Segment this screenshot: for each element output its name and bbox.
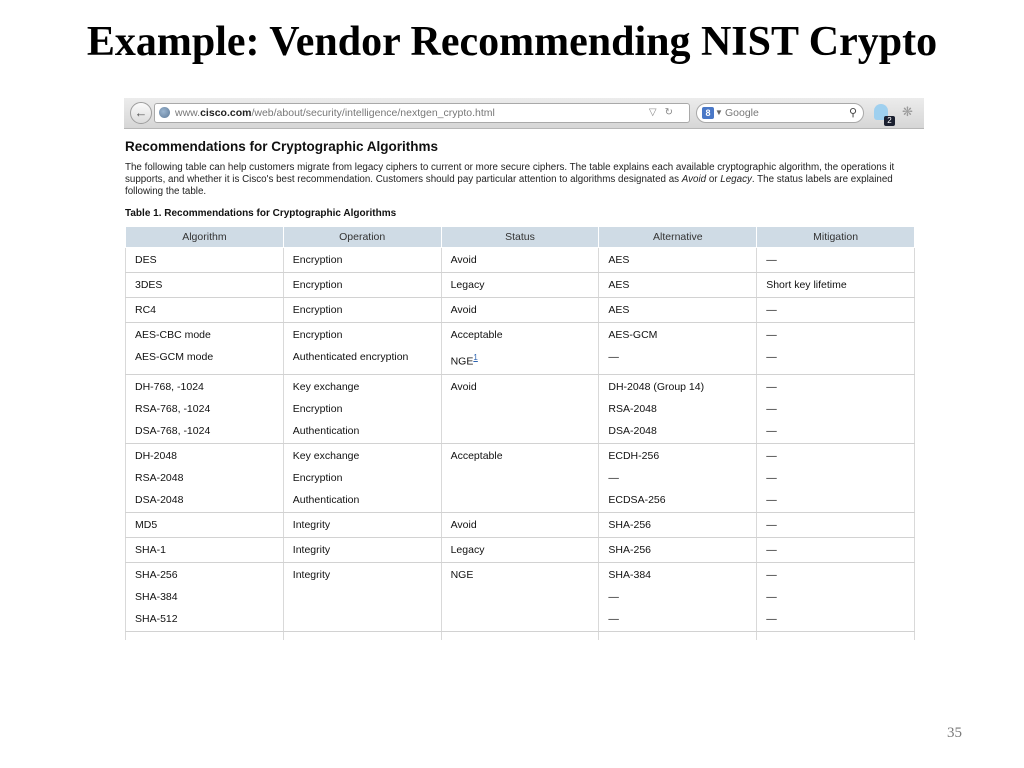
alternative-value xyxy=(608,613,756,625)
intro-after: . The status labels are explained following the table. xyxy=(125,174,893,197)
status-value xyxy=(451,569,599,581)
mitigation-value xyxy=(766,425,914,437)
operation-value xyxy=(293,425,441,437)
table-row xyxy=(126,562,915,631)
operation-value xyxy=(293,304,441,316)
slide-title: Example: Vendor Recommending NIST Crypto xyxy=(86,19,938,65)
operation-text: Authentication xyxy=(292,493,360,506)
column-header: Operation xyxy=(283,227,441,248)
url-prefix: www. xyxy=(175,107,201,119)
operation-text: Integrity xyxy=(292,568,331,581)
status-cell xyxy=(441,562,599,631)
operation-text: Key exchange xyxy=(292,449,360,462)
alternative-cell xyxy=(599,512,757,537)
operation-value xyxy=(293,519,441,531)
operation-value xyxy=(293,329,441,351)
status-cell xyxy=(441,537,599,562)
alternative-text: AES-GCM xyxy=(608,329,658,341)
alternative-value xyxy=(608,494,756,506)
mitigation-value xyxy=(766,279,914,291)
mitigation-text: — xyxy=(766,329,777,341)
alternative-cell xyxy=(599,443,757,512)
intro-avoid: Avoid xyxy=(681,174,707,185)
alternative-value xyxy=(608,569,756,591)
alternative-text: RSA-2048 xyxy=(608,402,657,415)
extension-badge: 2 xyxy=(884,116,895,126)
mitigation-text: Short key lifetime xyxy=(766,279,847,291)
operation-text: Integrity xyxy=(292,518,331,531)
algorithm-value xyxy=(135,254,283,266)
operation-value xyxy=(293,381,441,403)
operation-text: Authenticated encryption xyxy=(292,351,409,363)
mitigation-value xyxy=(766,569,914,591)
reload-icon[interactable]: ↻ xyxy=(664,107,681,118)
browser-screenshot xyxy=(124,98,924,702)
empty-cell xyxy=(757,631,915,640)
intro-paragraph xyxy=(125,162,914,198)
browser-toolbar xyxy=(124,98,924,129)
operation-cell xyxy=(283,248,441,273)
table-row-partial xyxy=(126,631,915,640)
operation-text: Encryption xyxy=(292,304,343,316)
algorithm-text: AES-CBC mode xyxy=(135,329,211,341)
algorithm-value xyxy=(135,450,283,472)
algorithm-cell xyxy=(126,273,284,298)
alternative-cell xyxy=(599,323,757,375)
operation-cell xyxy=(283,298,441,323)
addon-icon[interactable]: ❋ xyxy=(902,104,913,119)
empty-cell xyxy=(441,631,599,640)
status-cell xyxy=(441,248,599,273)
algorithm-text: RSA-768, -1024 xyxy=(135,402,211,415)
algorithm-cell xyxy=(126,512,284,537)
mitigation-value xyxy=(766,519,914,531)
url-domain: cisco.com xyxy=(200,107,252,119)
mitigation-value xyxy=(766,254,914,266)
status-text: Acceptable xyxy=(450,449,503,462)
algorithm-text: MD5 xyxy=(135,518,158,531)
mitigation-text: — xyxy=(766,380,777,393)
status-value xyxy=(451,304,599,316)
algorithm-text: SHA-1 xyxy=(135,543,166,556)
table-header-row xyxy=(126,227,915,248)
back-arrow-icon[interactable]: ← xyxy=(130,102,152,124)
footnote-link[interactable]: 1 xyxy=(473,353,478,362)
algorithm-text: DH-768, -1024 xyxy=(135,380,204,393)
crypto-table xyxy=(125,226,915,640)
column-header: Algorithm xyxy=(126,227,284,248)
table-row xyxy=(126,323,915,375)
status-value xyxy=(451,329,599,351)
operation-value xyxy=(293,569,441,581)
status-text: Legacy xyxy=(450,279,485,291)
search-placeholder: Google xyxy=(725,107,759,119)
operation-value xyxy=(293,254,441,266)
status-text: NGE xyxy=(450,568,474,581)
operation-text: Encryption xyxy=(292,254,343,266)
mitigation-cell xyxy=(757,374,915,443)
intro-legacy: Legacy xyxy=(720,174,752,185)
algorithm-value xyxy=(135,569,283,591)
search-engine-caret-icon[interactable]: ▼ xyxy=(715,108,723,117)
intro-or: or xyxy=(706,174,721,185)
intro-text: The following table can help customers migrate from legacy ciphers to current or more secure ciphers. The table explains each available cryptographic algorithm, the operations it supports, and whether it is Cisco's best recommendation. Customers should pay particular attention to algorithms designated as xyxy=(125,162,895,185)
mitigation-value xyxy=(766,450,914,472)
globe-icon xyxy=(159,107,170,118)
mitigation-value xyxy=(766,381,914,403)
algorithm-text: RC4 xyxy=(135,304,157,316)
alternative-value xyxy=(608,519,756,531)
alternative-cell xyxy=(599,537,757,562)
status-cell xyxy=(441,512,599,537)
operation-value xyxy=(293,351,441,363)
status-cell xyxy=(441,323,599,375)
mitigation-text: — xyxy=(766,590,777,603)
alternative-value xyxy=(608,591,756,613)
alternative-cell xyxy=(599,248,757,273)
algorithm-cell xyxy=(126,323,284,375)
mitigation-text: — xyxy=(766,351,777,363)
slide-number: 35 xyxy=(947,725,962,741)
mitigation-text: — xyxy=(766,449,777,462)
mitigation-text: — xyxy=(766,568,777,581)
table-body xyxy=(126,248,915,640)
table-row xyxy=(126,443,915,512)
alternative-text: — xyxy=(608,612,619,625)
search-bar[interactable] xyxy=(696,103,864,123)
mitigation-cell xyxy=(757,248,915,273)
operation-cell xyxy=(283,443,441,512)
status-cell xyxy=(441,374,599,443)
mitigation-cell xyxy=(757,273,915,298)
algorithm-text: SHA-384 xyxy=(135,590,178,603)
status-value xyxy=(451,544,599,556)
operation-cell xyxy=(283,374,441,443)
algorithm-text: DSA-768, -1024 xyxy=(135,424,211,437)
mitigation-cell xyxy=(757,562,915,631)
alternative-cell xyxy=(599,273,757,298)
algorithm-value xyxy=(135,425,283,437)
alternative-value xyxy=(608,254,756,266)
table-row xyxy=(126,248,915,273)
algorithm-text: 3DES xyxy=(135,279,163,291)
algorithm-value xyxy=(135,591,283,613)
table-row xyxy=(126,537,915,562)
mitigation-value xyxy=(766,544,914,556)
dropdown-triangle-icon[interactable]: ▽ xyxy=(648,107,665,118)
status-value xyxy=(451,279,599,291)
operation-text: Authentication xyxy=(292,424,360,437)
status-text: NGE xyxy=(450,355,474,368)
operation-cell xyxy=(283,512,441,537)
mitigation-text: — xyxy=(766,612,777,625)
status-value xyxy=(451,254,599,266)
mitigation-value xyxy=(766,304,914,316)
algorithm-cell xyxy=(126,562,284,631)
alternative-text: AES xyxy=(608,279,630,291)
alternative-value xyxy=(608,351,756,363)
alternative-text: — xyxy=(608,351,619,363)
table-row xyxy=(126,273,915,298)
status-value xyxy=(451,381,599,393)
mitigation-value xyxy=(766,403,914,425)
algorithm-value xyxy=(135,544,283,556)
alternative-text: — xyxy=(608,471,619,484)
alternative-text: ECDH-256 xyxy=(608,449,660,462)
column-header: Status xyxy=(441,227,599,248)
algorithm-text: DSA-2048 xyxy=(135,493,184,506)
operation-cell xyxy=(283,537,441,562)
mitigation-text: — xyxy=(766,471,777,484)
status-cell xyxy=(441,298,599,323)
mitigation-value xyxy=(766,613,914,625)
algorithm-value xyxy=(135,351,283,363)
status-text: Avoid xyxy=(450,380,477,393)
mitigation-text: — xyxy=(766,543,777,556)
algorithm-text: DES xyxy=(135,254,157,266)
alternative-value xyxy=(608,329,756,351)
algorithm-value xyxy=(135,329,283,351)
status-text: Avoid xyxy=(450,254,477,266)
mitigation-text: — xyxy=(766,518,777,531)
magnifier-icon[interactable]: ⚲ xyxy=(848,107,857,119)
mitigation-value xyxy=(766,494,914,506)
status-cell xyxy=(441,443,599,512)
status-value xyxy=(451,351,599,368)
mitigation-cell xyxy=(757,323,915,375)
mitigation-value xyxy=(766,472,914,494)
mitigation-text: — xyxy=(766,493,777,506)
algorithm-value xyxy=(135,381,283,403)
status-text: Legacy xyxy=(450,543,485,556)
algorithm-cell xyxy=(126,537,284,562)
empty-cell xyxy=(283,631,441,640)
alternative-cell xyxy=(599,562,757,631)
alternative-text: SHA-256 xyxy=(608,543,651,556)
algorithm-value xyxy=(135,472,283,494)
operation-text: Encryption xyxy=(292,402,343,415)
url-path: /web/about/security/intelligence/nextgen_crypto.html xyxy=(251,107,495,119)
alternative-cell xyxy=(599,374,757,443)
alternative-value xyxy=(608,425,756,437)
algorithm-value xyxy=(135,304,283,316)
mitigation-value xyxy=(766,351,914,363)
alternative-value xyxy=(608,279,756,291)
alternative-value xyxy=(608,304,756,316)
empty-cell xyxy=(599,631,757,640)
table-caption: Table 1. Recommendations for Cryptographic Algorithms xyxy=(125,208,397,219)
status-text: Avoid xyxy=(450,518,477,531)
mitigation-cell xyxy=(757,512,915,537)
alternative-value xyxy=(608,403,756,425)
page-heading: Recommendations for Cryptographic Algorithms xyxy=(125,139,439,154)
column-header: Alternative xyxy=(599,227,757,248)
algorithm-text: DH-2048 xyxy=(135,449,178,462)
status-text: Avoid xyxy=(450,304,477,316)
alternative-text: DSA-2048 xyxy=(608,424,657,437)
status-value xyxy=(451,519,599,531)
table-row xyxy=(126,512,915,537)
column-header: Mitigation xyxy=(757,227,915,248)
algorithm-text: AES-GCM mode xyxy=(135,351,214,363)
mitigation-value xyxy=(766,329,914,351)
mitigation-text: — xyxy=(766,304,777,316)
mitigation-text: — xyxy=(766,424,777,437)
algorithm-value xyxy=(135,519,283,531)
mitigation-cell xyxy=(757,298,915,323)
operation-text: Encryption xyxy=(292,329,343,341)
alternative-cell xyxy=(599,298,757,323)
mitigation-cell xyxy=(757,443,915,512)
operation-text: Encryption xyxy=(292,471,343,484)
alternative-value xyxy=(608,472,756,494)
mitigation-cell xyxy=(757,537,915,562)
operation-value xyxy=(293,279,441,291)
operation-value xyxy=(293,450,441,472)
empty-cell xyxy=(126,631,284,640)
alternative-text: SHA-384 xyxy=(608,568,651,581)
status-text: Acceptable xyxy=(450,329,503,341)
operation-text: Encryption xyxy=(292,279,343,291)
alternative-value xyxy=(608,381,756,403)
table-row xyxy=(126,374,915,443)
alternative-text: DH-2048 (Group 14) xyxy=(608,380,705,393)
operation-value xyxy=(293,494,441,506)
operation-cell xyxy=(283,323,441,375)
alternative-text: AES xyxy=(608,254,630,266)
algorithm-value xyxy=(135,403,283,425)
algorithm-value xyxy=(135,279,283,291)
page-content xyxy=(124,129,924,640)
alternative-text: ECDSA-256 xyxy=(608,493,666,506)
alternative-text: AES xyxy=(608,304,630,316)
alternative-value xyxy=(608,544,756,556)
alternative-value xyxy=(608,450,756,472)
mitigation-value xyxy=(766,591,914,613)
algorithm-value xyxy=(135,613,283,625)
algorithm-text: SHA-512 xyxy=(135,612,178,625)
algorithm-cell xyxy=(126,374,284,443)
operation-cell xyxy=(283,273,441,298)
algorithm-value xyxy=(135,494,283,506)
mitigation-text: — xyxy=(766,254,777,266)
operation-text: Integrity xyxy=(292,543,331,556)
algorithm-cell xyxy=(126,248,284,273)
operation-value xyxy=(293,472,441,494)
table-row xyxy=(126,298,915,323)
operation-value xyxy=(293,544,441,556)
google-icon[interactable]: 8 xyxy=(702,107,714,119)
algorithm-cell xyxy=(126,298,284,323)
status-cell xyxy=(441,273,599,298)
status-value xyxy=(451,450,599,462)
url-bar[interactable] xyxy=(154,103,690,123)
alternative-text: SHA-256 xyxy=(608,518,651,531)
operation-text: Key exchange xyxy=(292,380,360,393)
algorithm-text: RSA-2048 xyxy=(135,471,184,484)
algorithm-cell xyxy=(126,443,284,512)
alternative-text: — xyxy=(608,590,619,603)
algorithm-text: SHA-256 xyxy=(135,568,178,581)
operation-cell xyxy=(283,562,441,631)
mitigation-text: — xyxy=(766,402,777,415)
operation-value xyxy=(293,403,441,425)
